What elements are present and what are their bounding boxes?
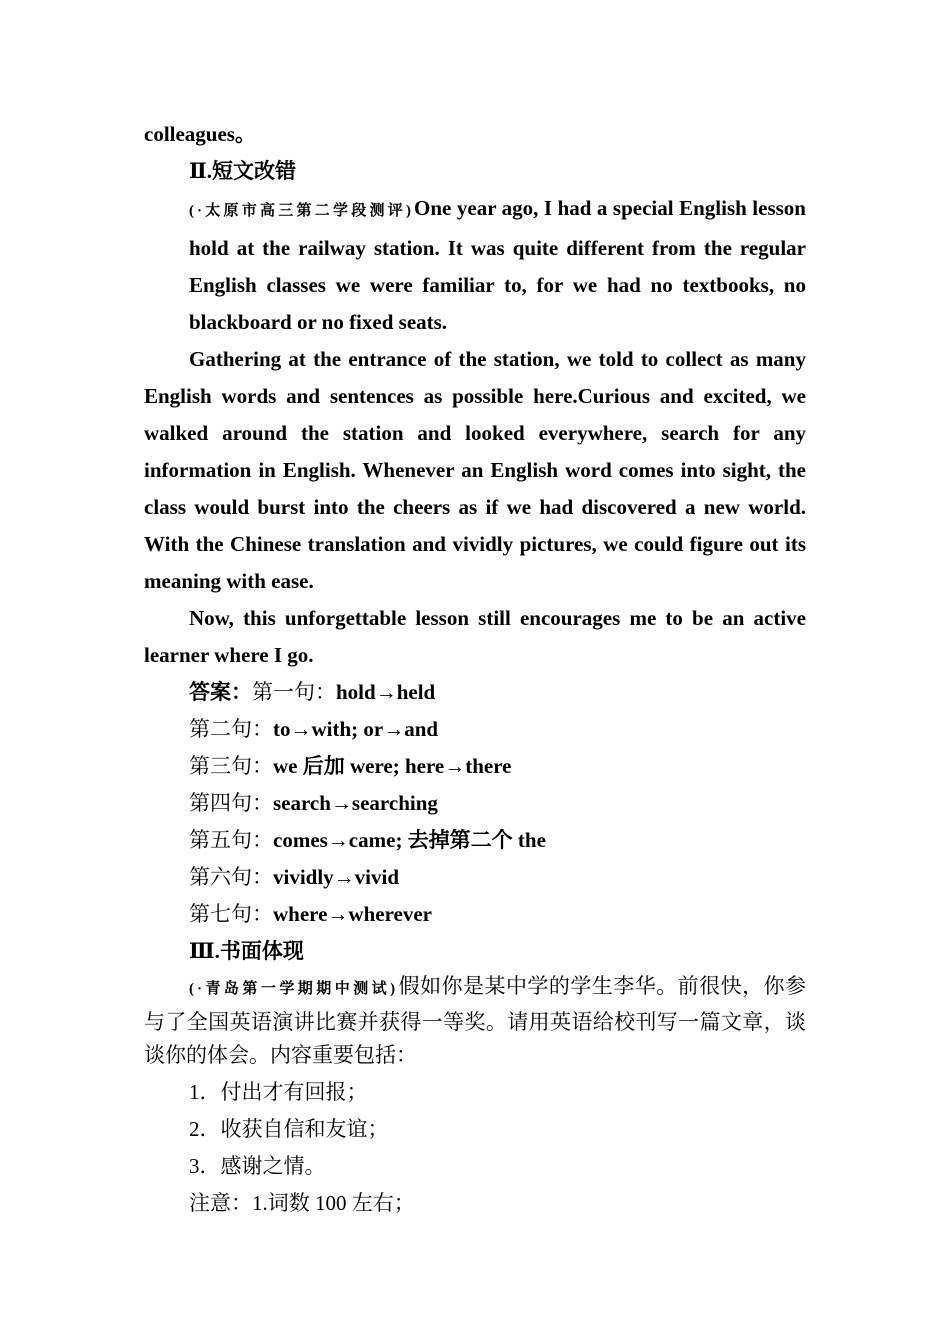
section2-para2-text: Gathering at the entrance of the station, we told to collect as many English words and sentences as possible here.Curious and excited, we walked around the station and looked everywhere, search for any information in English. Whenever an English word comes into sight, the class would burst into the cheers as if we had discovered a new world. With the Chinese translation and vividly pictures, we could figure out its meaning with ease.	[144, 347, 806, 593]
requirement-text: 1．付出才有回报；	[189, 1080, 368, 1104]
answer-prefix: 第四句：	[189, 791, 273, 815]
section2-paragraph-3	[144, 600, 806, 674]
answer-line-7	[144, 896, 806, 933]
answer-text: we 后加 were; here→there	[273, 754, 512, 778]
answer-text: search→searching	[273, 791, 438, 815]
section2-paragraph-1	[144, 190, 806, 341]
answer-text: where→wherever	[273, 902, 432, 926]
section3-heading: Ⅲ.书面体现	[189, 939, 304, 963]
answer-text: comes→came; 去掉第二个 the	[273, 828, 546, 852]
answer-prefix: 第二句：	[189, 717, 273, 741]
answer-prefix: 第三句：	[189, 754, 273, 778]
section2-para3-text: Now, this unforgettable lesson still encourages me to be an active learner where I go.	[144, 606, 806, 667]
section2-paragraph-2	[144, 341, 806, 600]
answer-prefix: 第五句：	[189, 828, 273, 852]
answer-line-2	[144, 711, 806, 748]
section2-para1-text: One year ago, I had a special English lesson hold at the railway station. It was quite different from the regular English classes we were familiar to, for we had no textbooks, no blackboard or no fixed seats.	[189, 196, 806, 334]
section3-prompt-text: 假如你是某中学的学生李华。前很快，你参与了全国英语演讲比赛并获得一等奖。请用英语给校刊写一篇文章，谈谈你的体会。内容重要包括：	[144, 974, 807, 1067]
answer-line-1	[144, 674, 806, 711]
note-line	[144, 1185, 806, 1222]
section2-source: (·太原市高三第二学段测评)	[189, 203, 415, 219]
answer-prefix: 第六句：	[189, 865, 273, 889]
requirement-text: 2．收获自信和友谊；	[189, 1117, 389, 1141]
answer-line-4	[144, 785, 806, 822]
answer-line-3	[144, 748, 806, 785]
note-text: 注意：1.词数 100 左右；	[189, 1191, 415, 1215]
top-line: colleagues。	[144, 122, 256, 146]
section2-heading: Ⅱ.短文改错	[189, 159, 296, 183]
answer-label: 答案：	[189, 680, 252, 704]
section3-prompt	[144, 970, 806, 1072]
answer-prefix: 第一句：	[252, 680, 336, 704]
requirement-item-1	[144, 1074, 806, 1111]
answer-text: hold→held	[336, 680, 436, 704]
answer-line-6	[144, 859, 806, 896]
requirement-item-3	[144, 1148, 806, 1185]
requirement-text: 3．感谢之情。	[189, 1154, 326, 1178]
section3-source: (·青岛第一学期期中测试)	[189, 981, 399, 997]
answer-text: vividly→vivid	[273, 865, 400, 889]
requirement-item-2	[144, 1111, 806, 1148]
answer-line-5	[144, 822, 806, 859]
answer-prefix: 第七句：	[189, 902, 273, 926]
answer-text: to→with; or→and	[273, 717, 439, 741]
document-page	[144, 116, 806, 1222]
